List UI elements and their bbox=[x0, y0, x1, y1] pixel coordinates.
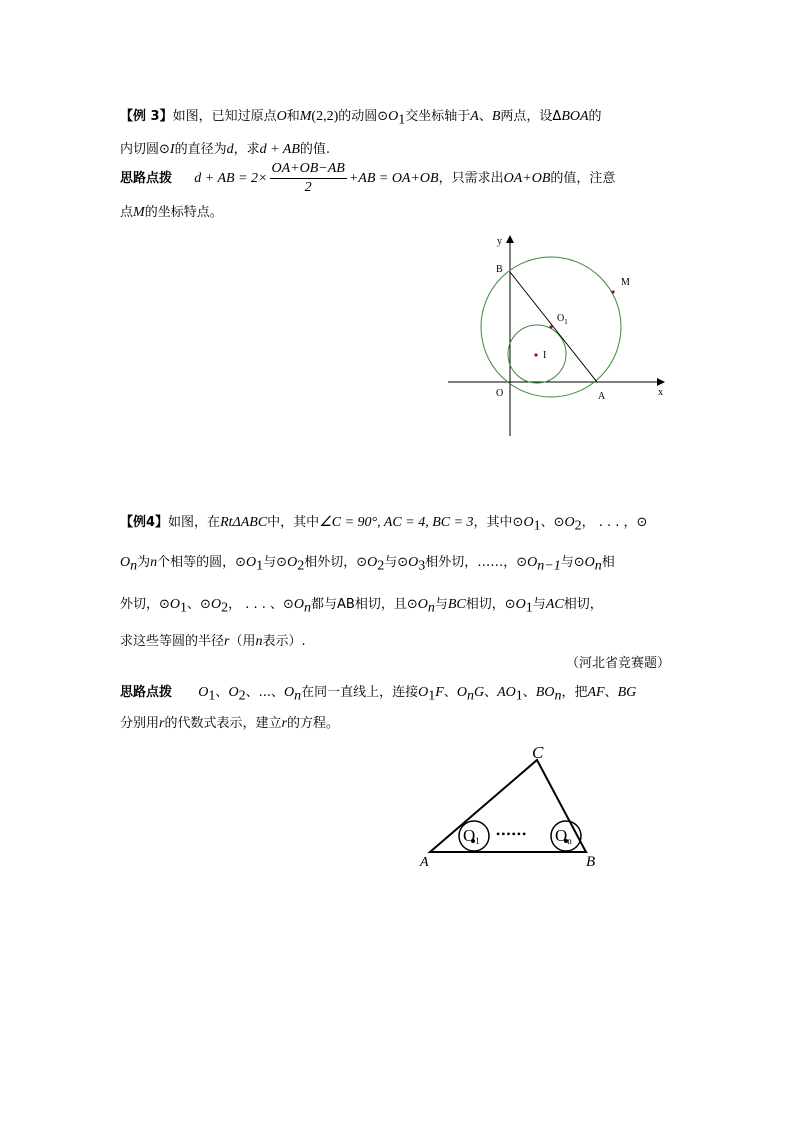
example3-figure bbox=[440, 230, 670, 445]
label-i: I bbox=[543, 350, 547, 361]
example4-tag: 【例4】 bbox=[120, 515, 169, 530]
example4-line4: 求这些等圆的半径r（用n表示）. bbox=[120, 634, 306, 649]
point-o1 bbox=[549, 325, 552, 328]
ellipsis-dots: •••••• bbox=[496, 827, 528, 841]
label-o1: $O_1$ bbox=[557, 313, 568, 326]
example3-hint-line2: 点M的坐标特点。 bbox=[120, 205, 223, 220]
example4-line2: $O_n$为n个相等的圆，$⊙O_1$与$⊙O_2$相外切，$⊙O_2$与$⊙O_3$相外切，……，$⊙O_{n-1}$与$⊙O_n$相 bbox=[120, 555, 615, 574]
label-o1: O1 bbox=[463, 826, 480, 846]
formula-lhs: d + AB = 2× bbox=[194, 171, 268, 186]
label-a: A bbox=[420, 855, 429, 870]
point-i bbox=[534, 353, 537, 356]
example4-figure bbox=[420, 740, 600, 870]
example3-line2: 内切圆⊙I的直径为d，求d + AB的值. bbox=[120, 142, 331, 157]
label-y: y bbox=[497, 236, 502, 247]
example4-hint-line2: 分别用r的代数式表示，建立r的方程。 bbox=[120, 716, 339, 731]
example4-source: （河北省竞赛题） bbox=[565, 656, 670, 671]
example3-line1: 【例 3】如图，已知过原点O和M(2,2)的动圆$⊙O_1$交坐标轴于A、B两点，设ΔBOA的 bbox=[120, 109, 602, 128]
segment-ab bbox=[510, 272, 597, 382]
example3-tag: 【例 3】 bbox=[120, 109, 173, 124]
formula-rhs: +AB = OA+OB bbox=[348, 171, 439, 186]
example4-line3: 外切，$⊙O_1$、$⊙O_2$， . . . 、$⊙O_n$都与AB相切，且$⊙O_n$与BC相切，$⊙O_1$与AC相切， bbox=[120, 597, 603, 616]
label-on: On bbox=[555, 826, 572, 846]
label-o: O bbox=[496, 388, 504, 399]
label-m: M bbox=[621, 277, 630, 288]
formula-fraction: $\frac{OA+OB-AB}{2}$ bbox=[271, 161, 345, 195]
example4-hint-line1: 思路点拨 $O_1$、$O_2$、...、$O_n$在同一直线上，连接$O_1F$、$O_nG$、$AO_1$、$BO_n$，把AF、BG bbox=[120, 685, 637, 704]
point-m bbox=[611, 290, 614, 293]
label-c: C bbox=[532, 743, 544, 762]
example4-hint-tag: 思路点拨 bbox=[120, 685, 173, 700]
example3-hint-tag: 思路点拨 bbox=[120, 171, 173, 186]
label-b: B bbox=[586, 854, 596, 870]
label-x: x bbox=[658, 387, 663, 398]
example4-line1: 【例4】如图，在RtΔABC中，其中∠C = 90°, AC = 4, BC = 3，其中$⊙O_1$、$⊙O_2$， . . . ，⊙ bbox=[120, 515, 648, 534]
label-b: B bbox=[496, 264, 503, 275]
example3-hint-line1: 思路点拨 d + AB = 2× $\frac{OA+OB-AB}{2}$ +AB = OA+OB，只需求出OA+OB的值，注意 bbox=[120, 161, 616, 195]
label-a: A bbox=[598, 391, 606, 402]
